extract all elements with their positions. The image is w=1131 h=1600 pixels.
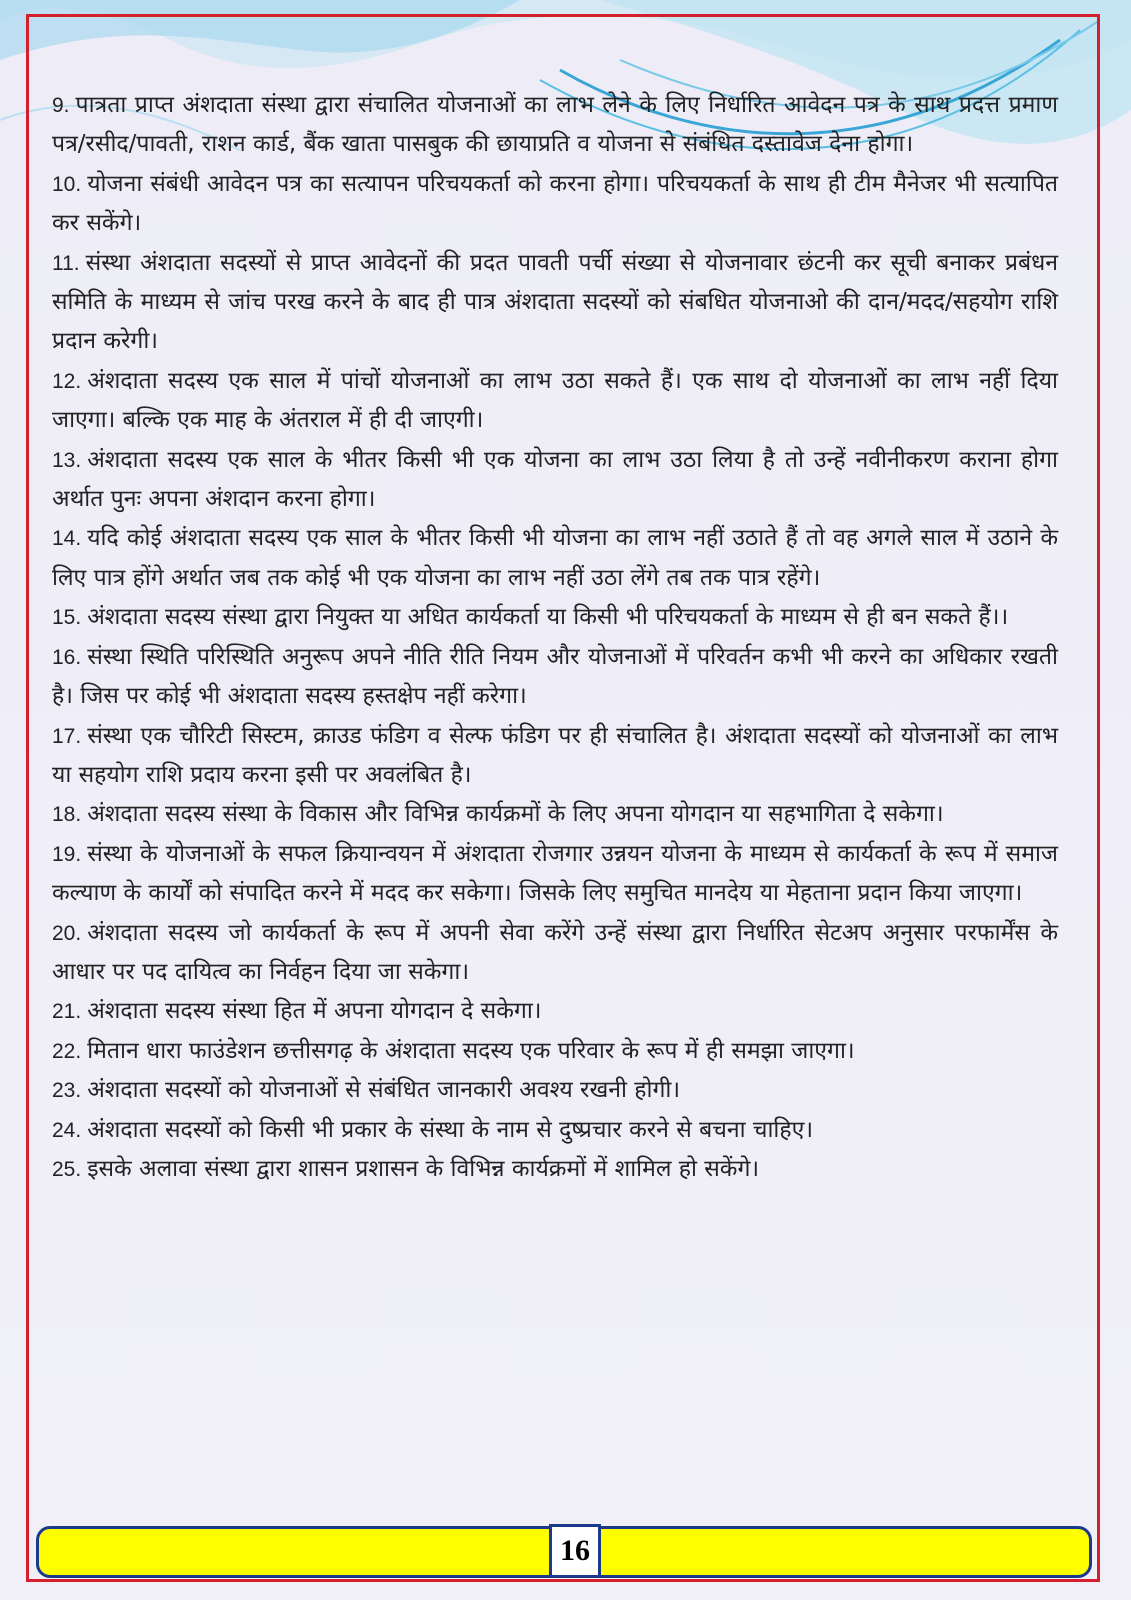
rule-paragraph <box>52 598 1058 637</box>
rule-text: अंशदाता सदस्य एक साल में पांचों योजनाओं का लाभ उठा सकते हैं। एक साथ दो योजनाओं का लाभ नहीं दिया जाएगा। बल्कि एक माह के अंतराल में ही दी जाएगी। <box>52 367 1058 434</box>
rule-paragraph <box>52 1071 1058 1110</box>
rule-text: अंशदाता सदस्यों को योजनाओं से संबंधित जानकारी अवश्य रखनी होगी। <box>87 1077 681 1104</box>
rule-paragraph <box>52 992 1058 1031</box>
rule-number: 16. <box>52 645 82 669</box>
rule-paragraph <box>52 362 1058 441</box>
rule-text: संस्था एक चौरिटी सिस्टम, क्राउड फंडिग व सेल्फ फंडिग पर ही संचालित है। अंशदाता सदस्यों को योजनाओं का लाभ या सहयोग राशि प्रदाय करना इसी पर अवलंबित है। <box>52 722 1058 788</box>
rule-paragraph <box>52 795 1058 834</box>
rule-number: 9. <box>52 94 70 117</box>
rule-text: मितान धारा फाउंडेशन छत्तीसगढ़ के अंशदाता सदस्य एक परिवार के रूप में ही समझा जाएगा। <box>87 1037 855 1064</box>
rule-number: 19. <box>52 842 82 866</box>
rule-text: यदि कोई अंशदाता सदस्य एक साल के भीतर किसी भी योजना का लाभ नहीं उठाते हैं तो वह अगले साल में उठाने के लिए पात्र होंगे अर्थात जब तक कोई भी एक योजना का लाभ नहीं उठा लेंगे तब तक पात्र रहेंगे। <box>52 525 1058 591</box>
rule-paragraph <box>52 1150 1058 1189</box>
rule-number: 23. <box>52 1079 82 1103</box>
page-number: 16 <box>549 1524 601 1578</box>
rule-paragraph <box>52 835 1058 914</box>
rule-number: 25. <box>52 1157 82 1181</box>
rule-number: 17. <box>52 724 82 748</box>
rule-text: संस्था स्थिति परिस्थिति अनुरूप अपने नीति रीति नियम और योजनाओं में परिवर्तन कभी भी करने का अधिकार रखती है। जिस पर कोई भी अंशदाता सदस्य हस्तक्षेप नहीं करेगा। <box>52 643 1058 710</box>
rule-text: अंशदाता सदस्य जो कार्यकर्ता के रूप में अपनी सेवा करेंगे उन्हें संस्था द्वारा निर्धारित सेटअप अनुसार परफार्मेंस के आधार पर पद दायित्व का निर्वहन दिया जा सकेगा। <box>52 919 1058 985</box>
rule-text: इसके अलावा संस्था द्वारा शासन प्रशासन के विभिन्न कार्यक्रमों में शामिल हो सकेंगे। <box>87 1155 760 1182</box>
rule-number: 11. <box>52 251 80 275</box>
rule-text: योजना संबंधी आवेदन पत्र का सत्यापन परिचयकर्ता को करना होगा। परिचयकर्ता के साथ ही टीम मैनेजर भी सत्यापित कर सकेंगे। <box>52 170 1058 237</box>
rule-text: अंशदाता सदस्य संस्था द्वारा नियुक्त या अधित कार्यकर्ता या किसी भी परिचयकर्ता के माध्यम से ही बन सकते हैं।। <box>87 604 1009 631</box>
rule-paragraph <box>52 1111 1058 1150</box>
rule-number: 13. <box>52 448 82 472</box>
rule-paragraph <box>52 519 1058 598</box>
rules-list <box>52 86 1058 1189</box>
rule-number: 22. <box>52 1039 82 1063</box>
rule-number: 21. <box>52 1000 82 1024</box>
rule-text: पात्रता प्राप्त अंशदाता संस्था द्वारा संचालित योजनाओं का लाभ लेने के लिए निर्धारित आवेदन पत्र के साथ प्रदत्त प्रमाण पत्र/रसीद/पावती, राशन कार्ड, बैंक खाता पासबुक की छायाप्रति व योजना से संबंधित दस्तावेज देना होगा। <box>52 92 1058 158</box>
rule-text: संस्था के योजनाओं के सफल क्रियान्वयन में अंशदाता रोजगार उन्नयन योजना के माध्यम से कार्यकर्ता के रूप में समाज कल्याण के कार्यों को संपादित करने में मदद कर सकेगा। जिसके लिए समुचित मानदेय या मेहताना प्रदान किया जाएगा। <box>52 840 1058 907</box>
rule-text: अंशदाता सदस्यों को किसी भी प्रकार के संस्था के नाम से दुष्प्रचार करने से बचना चाहिए। <box>87 1116 814 1143</box>
rule-number: 24. <box>52 1118 82 1142</box>
rule-paragraph <box>52 717 1058 796</box>
rule-paragraph <box>52 638 1058 717</box>
rule-text: अंशदाता सदस्य एक साल के भीतर किसी भी एक योजना का लाभ उठा लिया है तो उन्हें नवीनीकरण कराना होगा अर्थात पुनः अपना अंशदान करना होगा। <box>52 446 1058 513</box>
rule-number: 14. <box>52 527 82 551</box>
rule-number: 15. <box>52 606 82 630</box>
rule-number: 20. <box>52 921 82 945</box>
rule-paragraph <box>52 914 1058 993</box>
rule-paragraph <box>52 1032 1058 1071</box>
rule-text: संस्था अंशदाता सदस्यों से प्राप्त आवेदनों की प्रदत पावती पर्ची संख्या से योजनावार छंटनी कर सूची बनाकर प्रबंधन समिति के माध्यम से जांच परख करने के बाद ही पात्र अंशदाता सदस्यों को संबधित योजनाओ की दान/मदद/सहयोग राशि प्रदान करेगी। <box>52 249 1058 355</box>
rule-text: अंशदाता सदस्य संस्था के विकास और विभिन्न कार्यक्रमों के लिए अपना योगदान या सहभागिता दे सकेगा। <box>87 801 944 828</box>
rule-paragraph <box>52 244 1058 362</box>
rule-number: 12. <box>52 369 82 393</box>
rule-number: 18. <box>52 803 82 827</box>
rule-paragraph <box>52 165 1058 244</box>
rule-text: अंशदाता सदस्य संस्था हित में अपना योगदान दे सकेगा। <box>87 998 542 1025</box>
rule-number: 10. <box>52 172 82 196</box>
rule-paragraph <box>52 86 1058 165</box>
rule-paragraph <box>52 441 1058 520</box>
